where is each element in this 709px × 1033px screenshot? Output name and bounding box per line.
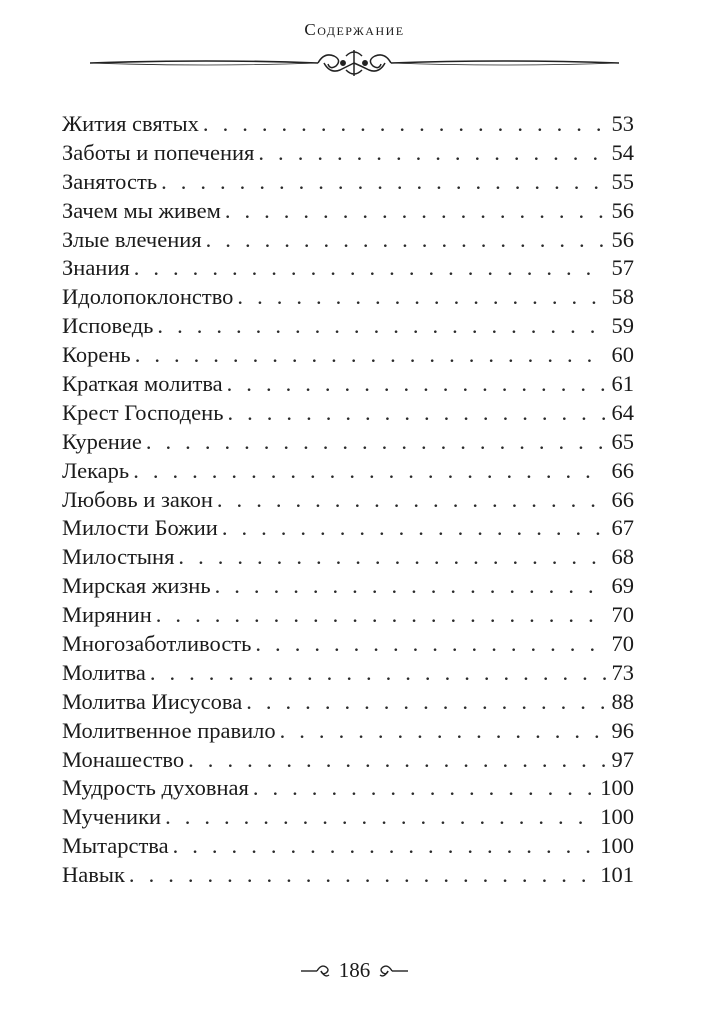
toc-entry-title: Молитвенное правило: [62, 717, 276, 743]
toc-entry-page: 60: [611, 342, 634, 368]
right-folio-ornament-icon: [376, 961, 410, 981]
dot-leader: [188, 746, 606, 775]
toc-entry-title: Злые влечения: [62, 226, 202, 252]
toc-entry: [62, 254, 634, 283]
toc-entry-title: Молитва: [62, 659, 146, 685]
toc-entry: [62, 717, 634, 746]
toc-entry-title: Мудрость духовная: [62, 775, 249, 801]
toc-entry: [62, 486, 634, 515]
toc-entry-page: 68: [611, 544, 634, 570]
dot-leader: [237, 283, 606, 312]
toc-entry: [62, 139, 634, 168]
toc-entry: [62, 341, 634, 370]
toc-entry-title: Исповедь: [62, 313, 154, 339]
dot-leader: [161, 168, 606, 197]
dot-leader: [217, 486, 606, 515]
table-of-contents: [62, 110, 634, 890]
toc-entry-title: Лекарь: [62, 457, 130, 483]
toc-entry-page: 100: [600, 804, 634, 830]
dot-leader: [134, 254, 606, 283]
dot-leader: [246, 688, 606, 717]
toc-entry-page: 54: [611, 139, 634, 165]
toc-entry-page: 70: [611, 631, 634, 657]
toc-entry: [62, 457, 634, 486]
toc-entry-page: 97: [611, 746, 634, 772]
toc-entry-title: Монашество: [62, 746, 185, 772]
toc-entry-page: 101: [600, 862, 634, 888]
dot-leader: [173, 832, 597, 861]
toc-entry-title: Мирянин: [62, 602, 152, 628]
toc-entry-title: Занятость: [62, 168, 158, 194]
toc-entry-page: 70: [611, 602, 634, 628]
toc-entry-title: Мученики: [62, 804, 162, 830]
toc-entry-page: 100: [600, 775, 634, 801]
toc-entry-page: 53: [611, 111, 634, 136]
toc-entry-page: 88: [611, 688, 634, 714]
toc-entry-title: Милости Божии: [62, 515, 218, 541]
toc-entry-title: Мытарства: [62, 833, 169, 859]
dot-leader: [222, 514, 606, 543]
toc-entry-page: 73: [611, 659, 634, 685]
toc-entry: [62, 746, 634, 775]
toc-entry-page: 66: [611, 486, 634, 512]
dot-leader: [135, 341, 606, 370]
toc-entry: [62, 312, 634, 341]
toc-entry: [62, 399, 634, 428]
dot-leader: [253, 774, 596, 803]
dot-leader: [280, 717, 606, 746]
dot-leader: [225, 197, 606, 226]
toc-entry-page: 64: [611, 399, 634, 425]
toc-entry: [62, 543, 634, 572]
toc-entry: [62, 283, 634, 312]
toc-entry: [62, 370, 634, 399]
toc-entry-title: Зачем мы живем: [62, 197, 221, 223]
toc-entry-title: Жития святых: [62, 111, 199, 136]
toc-entry: [62, 168, 634, 197]
toc-entry-title: Заботы и попечения: [62, 139, 255, 165]
running-head: Содержание: [304, 20, 405, 39]
toc-entry-title: Курение: [62, 428, 142, 454]
toc-entry: [62, 428, 634, 457]
toc-entry-page: 100: [600, 833, 634, 859]
toc-entry-title: Милостыня: [62, 544, 175, 570]
toc-entry-title: Знания: [62, 255, 130, 281]
toc-entry-page: 57: [611, 255, 634, 281]
dot-leader: [227, 370, 606, 399]
dot-leader: [227, 399, 606, 428]
toc-entry-page: 96: [611, 717, 634, 743]
toc-entry: [62, 630, 634, 659]
dot-leader: [215, 572, 606, 601]
toc-entry: [62, 514, 634, 543]
toc-entry: [62, 803, 634, 832]
dot-leader: [206, 226, 606, 255]
toc-entry-title: Многозаботливость: [62, 631, 252, 657]
toc-entry-page: 59: [611, 313, 634, 339]
toc-entry-title: Крест Господень: [62, 399, 224, 425]
dot-leader: [165, 803, 596, 832]
dot-leader: [133, 457, 606, 486]
toc-entry: [62, 832, 634, 861]
toc-entry: [62, 197, 634, 226]
toc-entry: [62, 110, 634, 139]
dot-leader: [129, 861, 596, 890]
toc-entry-page: 69: [611, 573, 634, 599]
dot-leader: [156, 601, 606, 630]
toc-entry-page: 58: [611, 284, 634, 310]
toc-entry-page: 56: [611, 197, 634, 223]
toc-entry: [62, 601, 634, 630]
toc-entry: [62, 572, 634, 601]
toc-entry-title: Корень: [62, 342, 131, 368]
toc-entry-title: Идолопоклонство: [62, 284, 234, 310]
dot-leader: [203, 110, 606, 139]
dot-leader: [157, 312, 606, 341]
dot-leader: [150, 659, 606, 688]
toc-entry: [62, 861, 634, 890]
dot-leader: [178, 543, 606, 572]
ornament-divider: [88, 46, 621, 80]
left-folio-ornament-icon: [299, 961, 333, 981]
dot-leader: [146, 428, 606, 457]
dot-leader: [255, 630, 606, 659]
toc-entry: [62, 659, 634, 688]
dot-leader: [258, 139, 606, 168]
toc-entry-page: 66: [611, 457, 634, 483]
toc-entry-title: Молитва Иисусова: [62, 688, 243, 714]
toc-entry: [62, 226, 634, 255]
page-number: 186: [338, 958, 371, 982]
toc-entry-title: Мирская жизнь: [62, 573, 211, 599]
toc-entry: [62, 774, 634, 803]
toc-entry-page: 61: [611, 371, 634, 397]
toc-entry-page: 56: [611, 226, 634, 252]
toc-entry-title: Любовь и закон: [62, 486, 213, 512]
toc-entry-title: Навык: [62, 862, 125, 888]
toc-entry-page: 67: [611, 515, 634, 541]
page-folio: [0, 958, 709, 983]
toc-entry-page: 55: [611, 168, 634, 194]
toc-entry: [62, 688, 634, 717]
toc-entry-title: Краткая молитва: [62, 371, 223, 397]
toc-entry-page: 65: [611, 428, 634, 454]
